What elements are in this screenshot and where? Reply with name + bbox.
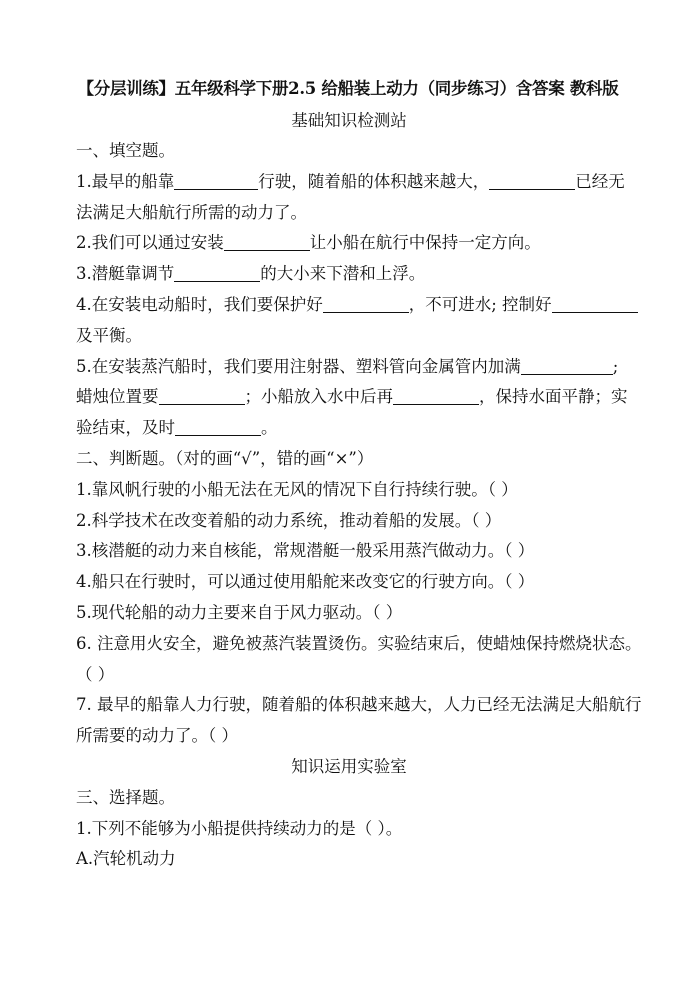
- section-title-basic: 基础知识检测站: [291, 111, 407, 130]
- choice-heading: 三、选择题。: [76, 787, 175, 807]
- worksheet-page: [76, 74, 642, 875]
- judge-question-2: 2.科学技术在改变着船的动力系统，推动着船的发展。（ ）: [76, 510, 502, 530]
- fill-blank-heading: 一、填空题。: [76, 141, 175, 160]
- judge-question-4: 4.船只在行驶时，可以通过使用船舵来改变它的行驶方向。（ ）: [76, 572, 535, 592]
- judge-question-6: 6. 注意用火安全，避免被蒸汽装置烫伤。实验结束后，使蜡烛保持燃烧状态。: [76, 633, 642, 653]
- judge-question-5: 5.现代轮船的动力主要来自于风力驱动。（ ）: [76, 602, 403, 622]
- fill-question-3: 3.潜艇靠调节 的大小来下潜和上浮。: [76, 264, 426, 284]
- fill-question-5: 5.在安装蒸汽船时，我们要用注射器、塑料管向金属管内加满 ;: [76, 356, 619, 376]
- fill-question-4-cont: 及平衡。: [76, 325, 142, 345]
- judge-heading: 二、判断题。（对的画“√”，错的画“×”）: [76, 448, 374, 468]
- answer-blank[interactable]: [393, 386, 479, 405]
- answer-blank[interactable]: [552, 294, 638, 313]
- judge-question-7: 7. 最早的船靠人力行驶，随着船的体积越来越大，人力已经无法满足大船航行: [76, 695, 642, 715]
- answer-blank[interactable]: [159, 386, 245, 405]
- answer-blank[interactable]: [521, 356, 613, 375]
- choice-option-a: A.汽轮机动力: [76, 849, 176, 869]
- document-title: 【分层训练】五年级科学下册2.5 给船装上动力（同步练习）含答案 教科版: [77, 79, 619, 98]
- answer-blank[interactable]: [323, 294, 409, 313]
- fill-question-5-cont: 蜡烛位置要 ；小船放入水中后再 ，保持水面平静；实: [76, 387, 628, 407]
- section-title-application: 知识运用实验室: [291, 756, 407, 776]
- fill-question-1: 1.最早的船靠 行驶，随着船的体积越来越大， 已经无: [76, 171, 625, 191]
- fill-question-2: 2.我们可以通过安装 让小船在航行中保持一定方向。: [76, 233, 541, 253]
- answer-blank[interactable]: [174, 171, 258, 190]
- judge-question-6-answer: （ ）: [76, 664, 115, 684]
- judge-question-7-cont: 所需要的动力了。（ ）: [76, 726, 238, 746]
- judge-question-3: 3.核潜艇的动力来自核能，常规潜艇一般采用蒸汽做动力。（ ）: [76, 541, 535, 561]
- fill-question-4: 4.在安装电动船时，我们要保护好 ，不可进水; 控制好: [76, 290, 622, 321]
- answer-blank[interactable]: [224, 232, 310, 251]
- answer-blank[interactable]: [489, 171, 575, 190]
- choice-question-1: 1.下列不能够为小船提供持续动力的是（ ）。: [76, 818, 403, 838]
- judge-question-1: 1.靠风帆行驶的小船无法在无风的情况下自行持续行驶。（ ）: [76, 479, 518, 499]
- fill-question-1-cont: 法满足大船航行所需的动力了。: [76, 202, 307, 222]
- answer-blank[interactable]: [174, 263, 260, 282]
- fill-question-5-end: 验结束，及时 。: [76, 418, 278, 438]
- answer-blank[interactable]: [175, 417, 261, 436]
